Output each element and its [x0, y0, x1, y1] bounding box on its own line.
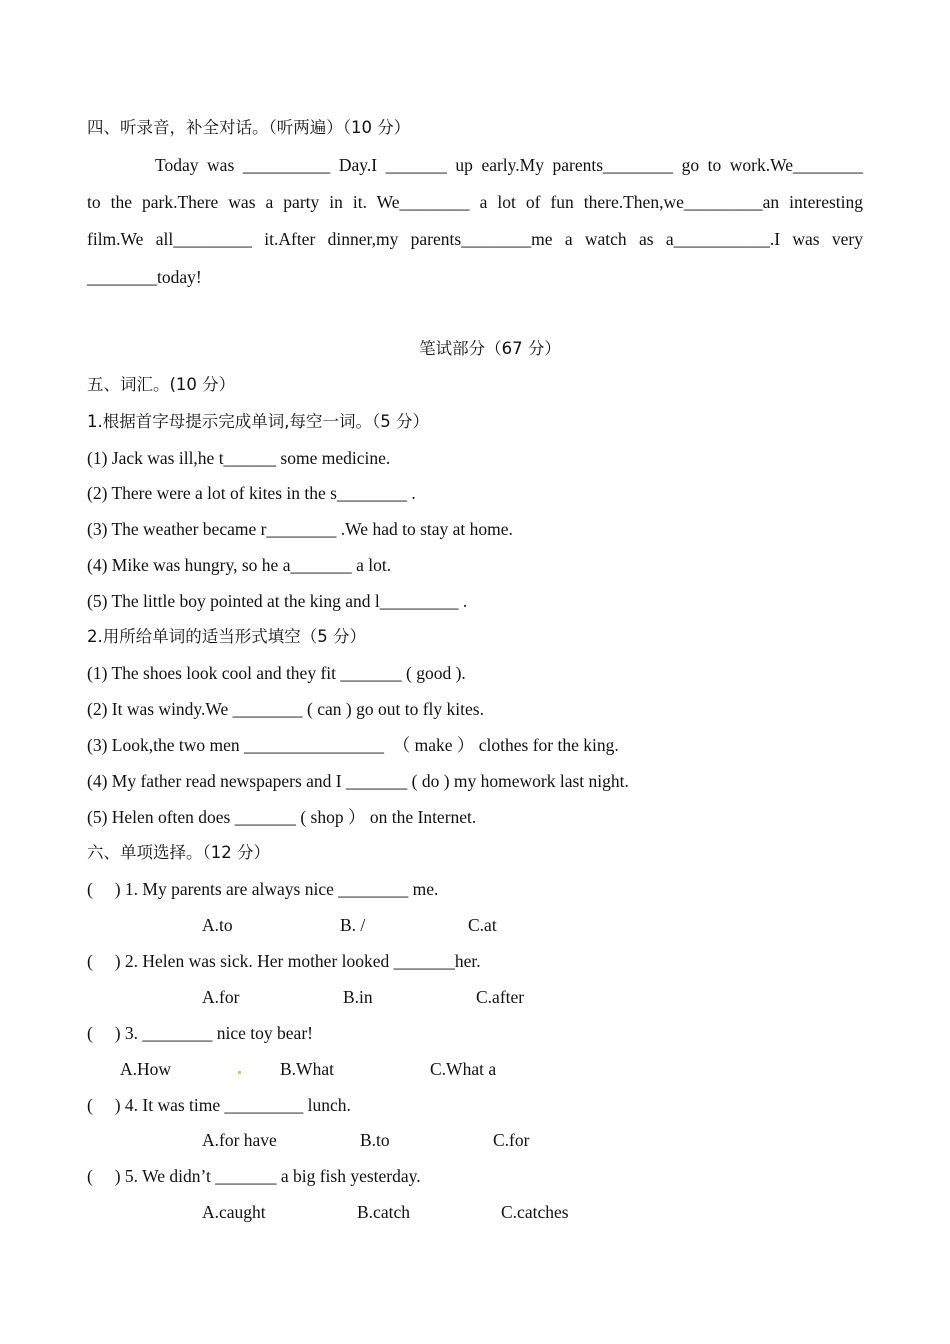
option-b: B. /	[340, 915, 366, 935]
option-c: C.after	[476, 987, 525, 1007]
part1-item: (5) The little boy pointed at the king and l_________ .	[87, 591, 468, 611]
section4-line-2: to the park.There was a party in it. We________ a lot of fun there.Then,we_________an interesting	[87, 192, 863, 212]
part1-item: (4) Mike was hungry, so he a_______ a lot.	[87, 555, 392, 575]
option-a: A.to	[202, 915, 233, 935]
option-a: A.caught	[202, 1202, 266, 1222]
part1-item: (1) Jack was ill,he t______ some medicine.	[87, 448, 391, 468]
question-stem: ( ) 1. My parents are always nice ________ me.	[87, 879, 439, 899]
section4-heading: 四、听录音，补全对话。（听两遍）（10 分）	[87, 118, 411, 137]
part2-item: (5) Helen often does _______ ( shop ） on the Internet.	[87, 807, 477, 827]
section6-heading: 六、单项选择。（12 分）	[87, 843, 270, 862]
option-a: A.for have	[202, 1130, 277, 1150]
section4-line-4: ________today!	[87, 267, 202, 287]
option-c: C.for	[493, 1130, 530, 1150]
part2-item: (3) Look,the two men ________________ （ make ） clothes for the king.	[87, 735, 619, 755]
option-c: C.catches	[501, 1202, 569, 1222]
stray-mark-dot	[238, 1071, 241, 1074]
section5-part2-heading: 2.用所给单词的适当形式填空（5 分）	[87, 627, 366, 646]
question-stem: ( ) 5. We didn’t _______ a big fish yesterday.	[87, 1166, 421, 1186]
section4-line-1: Today was __________ Day.I _______ up early.My parents________ go to work.We________	[87, 155, 863, 175]
part2-item: (4) My father read newspapers and I _______ ( do ) my homework last night.	[87, 771, 629, 791]
part1-item: (2) There were a lot of kites in the s________ .	[87, 483, 416, 503]
written-part-title: 笔试部分（67 分）	[419, 339, 561, 358]
section4-line-3: film.We all_________ it.After dinner,my parents________me a watch as a___________.I was very	[87, 229, 863, 249]
question-stem: ( ) 3. ________ nice toy bear!	[87, 1023, 313, 1043]
question-stem: ( ) 4. It was time _________ lunch.	[87, 1095, 351, 1115]
section5-part1-heading: 1.根据首字母提示完成单词,每空一词。（5 分）	[87, 412, 429, 431]
option-c: C.at	[468, 915, 497, 935]
option-b: B.catch	[357, 1202, 410, 1222]
option-a: A.How	[120, 1059, 172, 1079]
part1-item: (3) The weather became r________ .We had to stay at home.	[87, 519, 513, 539]
option-c: C.What a	[430, 1059, 497, 1079]
option-b: B.to	[360, 1130, 390, 1150]
option-a: A.for	[202, 987, 240, 1007]
option-b: B.What	[280, 1059, 334, 1079]
part2-item: (1) The shoes look cool and they fit _______ ( good ).	[87, 663, 466, 683]
option-b: B.in	[343, 987, 373, 1007]
question-stem: ( ) 2. Helen was sick. Her mother looked _______her.	[87, 951, 481, 971]
section5-heading: 五、词汇。(10 分）	[87, 375, 236, 394]
part2-item: (2) It was windy.We ________ ( can ) go out to fly kites.	[87, 699, 484, 719]
